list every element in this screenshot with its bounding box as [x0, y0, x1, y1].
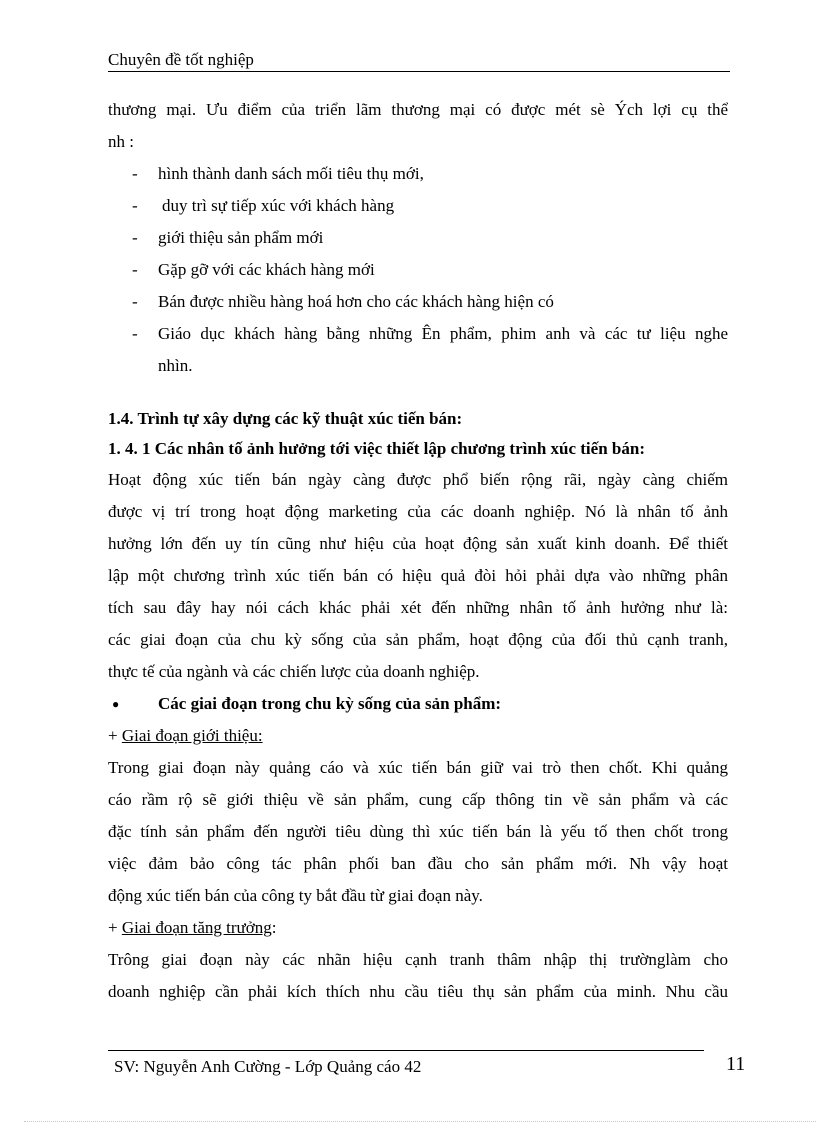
- bold-bullet-text: Các giai đoạn trong chu kỳ sống của sản phẩm:: [158, 694, 502, 713]
- bullet-dash: -: [132, 292, 138, 311]
- footer-rule: [108, 1050, 704, 1051]
- paragraph-line: nh :: [108, 132, 134, 151]
- page-header: Chuyên đề tốt nghiệp: [108, 50, 254, 69]
- subsection-heading: 1. 4. 1 Các nhân tố ảnh hưởng tới việc thiết lập chương trình xúc tiến bán:: [108, 439, 645, 458]
- paragraph-line: các giai đoạn của chu kỳ sống của sản phẩm, hoạt động của đối thủ cạnh tranh,: [108, 630, 728, 649]
- list-item-text: Bán được nhiều hàng hoá hơn cho các khách hàng hiện có: [158, 292, 554, 311]
- paragraph-line: tích sau đây hay nói cách khác phải xét đến những nhân tố ảnh hưởng như là:: [108, 598, 728, 617]
- stage-suffix: :: [271, 918, 277, 937]
- page-edge: [24, 1121, 816, 1122]
- paragraph-line: lập một chương trình xúc tiến bán có hiệu quả đòi hỏi phải dựa vào những phân: [108, 566, 728, 585]
- list-item: [108, 158, 728, 190]
- paragraph-line: Trong giai đoạn này quảng cáo và xúc tiến bán giữ vai trò then chốt. Khi quảng: [108, 758, 728, 777]
- paragraph-line: được vị trí trong hoạt động marketing của các doanh nghiệp. Nó là nhân tố ảnh: [108, 502, 728, 521]
- list-item-text: Gặp gỡ với các khách hàng mới: [158, 260, 375, 279]
- stage-heading-growth: [108, 912, 728, 944]
- list-item: [108, 318, 728, 350]
- page-number: 11: [726, 1053, 746, 1075]
- stage-label: Giai đoạn giới thiệu:: [121, 726, 263, 745]
- list-item-continuation: nhìn.: [158, 356, 193, 375]
- section-heading: 1.4. Trình tự xây dựng các kỹ thuật xúc tiến bán:: [108, 409, 463, 428]
- paragraph-line: Trông giai đoạn này các nhãn hiệu cạnh tranh thâm nhập thị trườnglàm cho: [108, 950, 728, 969]
- bullet-dash: -: [132, 196, 138, 215]
- paragraph-line: Hoạt động xúc tiến bán ngày càng được phổ biến rộng rãi, ngày càng chiếm: [108, 470, 728, 489]
- list-item-text: giới thiệu sản phẩm mới: [158, 228, 324, 247]
- paragraph-line: đặc tính sản phẩm đến người tiêu dùng thì xúc tiến bán là yếu tố then chốt trong: [108, 822, 728, 841]
- paragraph-line: động xúc tiến bán của công ty bắt đầu từ giai đoạn này.: [108, 886, 483, 905]
- paragraph-line: thực tế của ngành và các chiến lược của doanh nghiệp.: [108, 662, 480, 681]
- footer-author: SV: Nguyễn Anh Cường - Lớp Quảng cáo 42: [114, 1057, 422, 1076]
- paragraph-line: việc đảm bảo công tác phân phối ban đầu cho sản phẩm mới. Nh vậy hoạt: [108, 854, 728, 873]
- stage-heading-intro: [108, 720, 728, 752]
- paragraph-line: cáo rầm rộ sẽ giới thiệu về sản phẩm, cung cấp thông tin về sản phẩm và các: [108, 790, 728, 809]
- bullet-dash: -: [132, 324, 138, 343]
- paragraph-line: hưởng lớn đến uy tín cũng như hiệu của hoạt động sản xuất kinh doanh. Để thiết: [108, 534, 728, 553]
- header-rule: [108, 71, 730, 72]
- list-item: [108, 190, 728, 222]
- bullet-dot-icon: ●: [112, 697, 120, 711]
- list-item-text: duy trì sự tiếp xúc với khách hàng: [162, 196, 395, 215]
- list-item-text: hình thành danh sách mối tiêu thụ mới,: [158, 164, 424, 183]
- stage-label: Giai đoạn tăng trưởng: [121, 918, 272, 937]
- list-item: [108, 222, 728, 254]
- stage-prefix: +: [108, 918, 122, 937]
- paragraph-line: doanh nghiệp cần phải kích thích nhu cầu tiêu thụ sản phẩm của minh. Nhu cầu: [108, 982, 728, 1001]
- bullet-dash: -: [132, 164, 138, 183]
- bold-bullet-item: [108, 688, 728, 720]
- stage-prefix: +: [108, 726, 122, 745]
- list-item: [108, 286, 728, 318]
- bullet-dash: -: [132, 260, 138, 279]
- bullet-dash: -: [132, 228, 138, 247]
- paragraph-line: thương mại. Ưu điểm của triển lãm thương mại có được mét sè Ých lợi cụ thể: [108, 100, 728, 119]
- list-item-text: Giáo dục khách hàng bằng những Ên phẩm, phim anh và các tư liệu nghe: [158, 324, 728, 343]
- list-item: [108, 254, 728, 286]
- document-body: [108, 94, 728, 1008]
